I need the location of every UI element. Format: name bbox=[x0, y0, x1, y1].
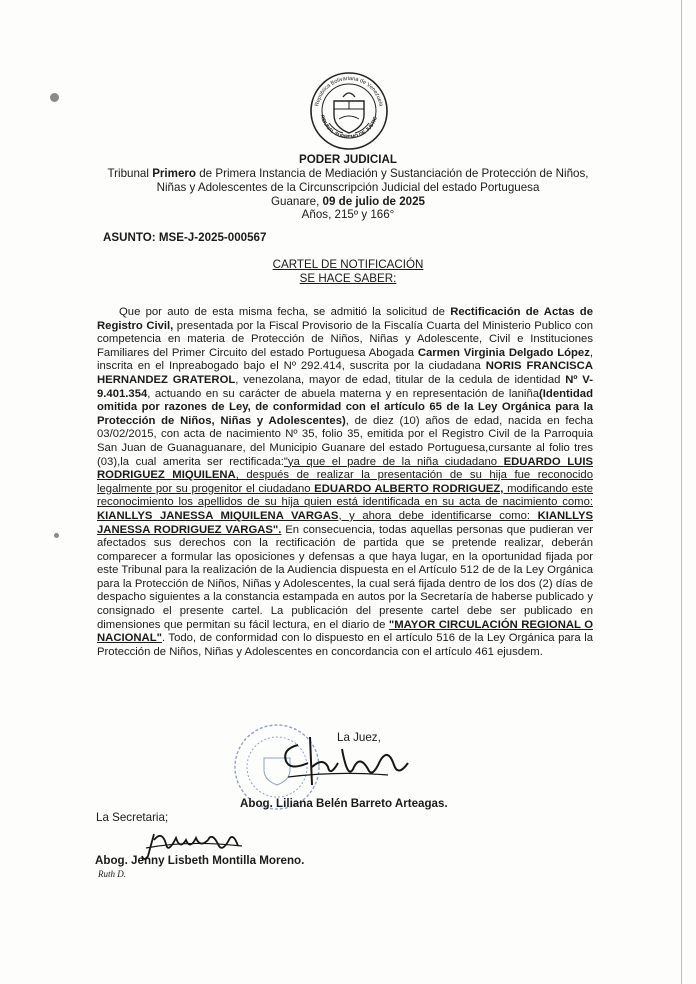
header-date-pre: Guanare, bbox=[270, 195, 323, 208]
header-years: Años, 215º y 166° bbox=[301, 208, 395, 221]
header-date: 09 de julio de 2025 bbox=[322, 195, 426, 208]
body-underlined: , después de realizar la presentación de su hija fue reconocido legalmente por su progenitor el ciudadano bbox=[97, 469, 593, 495]
judge-name: Abog. Liliana Belén Barreto Arteagas. bbox=[240, 797, 448, 810]
body-underlined: modificando este reconocimiento los apellidos de su hija quien está identificada en su acta de nacimiento como: bbox=[97, 482, 593, 509]
body-text: presentada por la Fiscal Provisorio de la Fiscalía Cuarta del Ministerio Publico con competencia en materia de Protección de Niños, Niñas y Adolescente, Civil e Instituciones Familiares del Primer Circuito del estado Portuguesa Abogada bbox=[97, 319, 593, 359]
secretary-label: La Secretaria; bbox=[96, 811, 169, 824]
cartel-title: CARTEL DE NOTIFICACIÓN bbox=[272, 258, 424, 271]
header-line-1-pre: Tribunal bbox=[107, 167, 153, 180]
body-bold: Carmen Virginia Delgado López bbox=[417, 346, 590, 359]
body-bold: Nº V-9.401.354 bbox=[97, 373, 593, 400]
body-underlined-bold: EDUARDO ALBERTO RODRIGUEZ, bbox=[314, 482, 504, 495]
seal-top-text: República Bolivariana de Venezuela bbox=[314, 75, 384, 107]
body-text: En consecuencia, todas aquellas personas que pudieran ver afectados sus derechos con la rectificación de partida que se pretende realizar, deberán comparecer a formular las oposiciones y defensas a que haya lugar, en la oportunidad fijada por este Tribunal para la realización de la Audiencia dispuesta en el Artículo 512 de de la Ley Orgánica para la Protección de Niños, Niñas y Adolescentes, la cual será fijada dentro de los dos (2) días de despacho siguientes a la constancia estampada en autos por la Secretaría de haberse publicado y consignado el presente cartel. La publicación del presente cartel debe ser publicado en dimensiones que permitan su fácil lectura, en el diario de bbox=[97, 523, 593, 631]
body-text: . Todo, de conformidad con lo dispuesto en el artículo 516 de la Ley Orgánica para la Protección de Niños, Niñas y Adolescentes en concordancia con el artículo 461 ejusdem. bbox=[97, 632, 593, 658]
body-text: , actuando en su carácter de abuela materna y en representación de laniña bbox=[147, 387, 540, 400]
judge-label: La Juez, bbox=[337, 731, 381, 744]
body-underlined: , y ahora debe identificarse como: bbox=[338, 509, 538, 522]
body-bold: Rectificación de Actas de Registro Civil, bbox=[97, 306, 593, 332]
judge-signature-icon bbox=[268, 727, 418, 792]
body-bold: (Identidad omitida por razones de Ley, de conformidad con el artículo 65 de la Ley Orgánica para la Protección de Niños, Niñas y Adolescentes) bbox=[97, 387, 593, 427]
body-underlined-bold: KIANLLYS JANESSA MIQUILENA VARGAS bbox=[97, 509, 339, 522]
body-text: , de diez (10) años de edad, nacida en fecha 03/02/2015, con acta de nacimiento Nº 35, folio 35, emitida por el Registro Civil de la Parroquia San Juan de Guanaguanare, del Municipio Guanare del estado Portuguesa,cursante al folio tres (03),la cual amerita ser rectificada: bbox=[97, 414, 593, 468]
typist-initials: Ruth D. bbox=[98, 869, 126, 879]
page-edge bbox=[681, 0, 682, 984]
body-underlined-bold: EDUARDO LUIS RODRIGUEZ MIQUILENA bbox=[97, 455, 593, 482]
case-number: ASUNTO: MSE-J-2025-000567 bbox=[103, 231, 267, 244]
cartel-subtitle: SE HACE SABER: bbox=[299, 272, 397, 285]
punch-hole bbox=[54, 533, 59, 538]
header-line-1-post: de Primera Instancia de Mediación y Sustanciación de Protección de Niños, bbox=[196, 167, 589, 180]
secretary-name: Abog. Jenny Lisbeth Montilla Moreno. bbox=[95, 854, 305, 867]
notice-body bbox=[97, 306, 593, 659]
header-line-1-bold: Primero bbox=[152, 167, 197, 180]
body-underlined-bold: "MAYOR CIRCULACIÓN REGIONAL O NACIONAL" bbox=[97, 618, 594, 645]
punch-hole bbox=[50, 93, 59, 102]
seal-bottom-text: RIBUNAL SUPREMO DE JUSTIC bbox=[318, 114, 379, 141]
header-line-2: Niñas y Adolescentes de la Circunscripción Judicial del estado Portuguesa bbox=[156, 181, 540, 194]
body-text: Que por auto de esta misma fecha, se admitió la solicitud de bbox=[119, 306, 451, 318]
header-date-line bbox=[0, 195, 696, 209]
body-bold: NORIS FRANCISCA HERNANDEZ GRATEROL bbox=[97, 360, 593, 386]
header-title: PODER JUDICIAL bbox=[299, 153, 397, 166]
body-underlined-bold: KIANLLYS JANESSA RODRIGUEZ VARGAS". bbox=[97, 509, 594, 536]
body-text: , inscrita en el Inpreabogado bajo el Nº 292.414, suscrita por la ciudadana bbox=[97, 346, 593, 373]
body-text: , venezolana, mayor de edad, titular de la cedula de identidad bbox=[235, 373, 566, 386]
court-seal-icon bbox=[309, 71, 389, 151]
header-line-1 bbox=[0, 167, 696, 181]
body-underlined: "ya que el padre de la niña ciudadano bbox=[283, 455, 504, 468]
